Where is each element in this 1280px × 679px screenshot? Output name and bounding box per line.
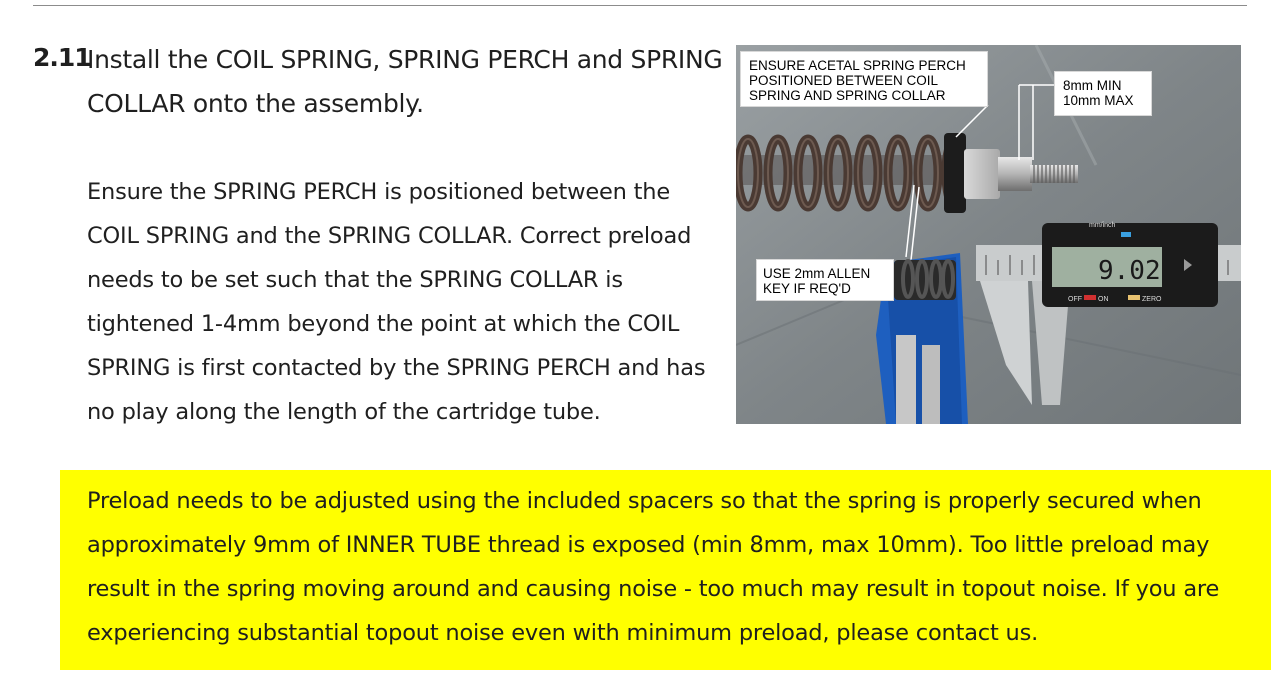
top-divider bbox=[33, 5, 1247, 6]
step-instructions: Ensure the SPRING PERCH is positioned between the COIL SPRING and the SPRING COLLAR. Correct preload needs to be set such that the SPRING COLLAR is tightened 1-4mm beyond the point at which the COIL SPRING is first contacted by the SPRING PERCH and has no play along the length of the cartridge tube. bbox=[87, 179, 706, 425]
inner-tube-thread bbox=[1030, 165, 1078, 183]
cartridge-tube bbox=[998, 157, 1032, 191]
step-title: Install the COIL SPRING, SPRING PERCH and SPRING COLLAR onto the assembly. bbox=[87, 45, 723, 118]
caliper-off-label: OFF bbox=[1068, 296, 1082, 303]
preload-note bbox=[60, 470, 1271, 670]
callout-perch-line-2: POSITIONED BETWEEN COIL bbox=[749, 73, 939, 88]
step-number: 2.11 bbox=[33, 43, 91, 72]
spring-collar bbox=[964, 149, 1000, 199]
caliper-zero-label: ZERO bbox=[1142, 296, 1162, 303]
preload-note-text: Preload needs to be adjusted using the included spacers so that the spring is properly secured when approximately 9mm of INNER TUBE thread is exposed (min 8mm, max 10mm). Too little preload may result in the spring moving around and causing noise - too much may result in topout noise. If you are experiencing substantial topout noise even with minimum preload, please contact us. bbox=[87, 488, 1220, 646]
caliper-units-label: mm/inch bbox=[1089, 222, 1116, 229]
caliper-reading: 9.02 bbox=[1098, 256, 1161, 286]
callout-allen-line-2: KEY IF REQ'D bbox=[763, 281, 851, 296]
callout-thread-measure bbox=[1054, 71, 1152, 116]
caliper-on-label: ON bbox=[1098, 296, 1109, 303]
spring-perch bbox=[944, 133, 966, 213]
callout-perch-line-3: SPRING AND SPRING COLLAR bbox=[749, 88, 946, 103]
callout-allen-key bbox=[756, 259, 894, 301]
callout-allen-line-1: USE 2mm ALLEN bbox=[763, 266, 871, 281]
assembly-photo bbox=[736, 45, 1241, 424]
callout-measure-max: 10mm MAX bbox=[1063, 93, 1134, 108]
callout-measure-min: 8mm MIN bbox=[1063, 78, 1122, 93]
callout-perch-line-1: ENSURE ACETAL SPRING PERCH bbox=[749, 58, 966, 73]
callout-spring-perch bbox=[740, 51, 988, 107]
